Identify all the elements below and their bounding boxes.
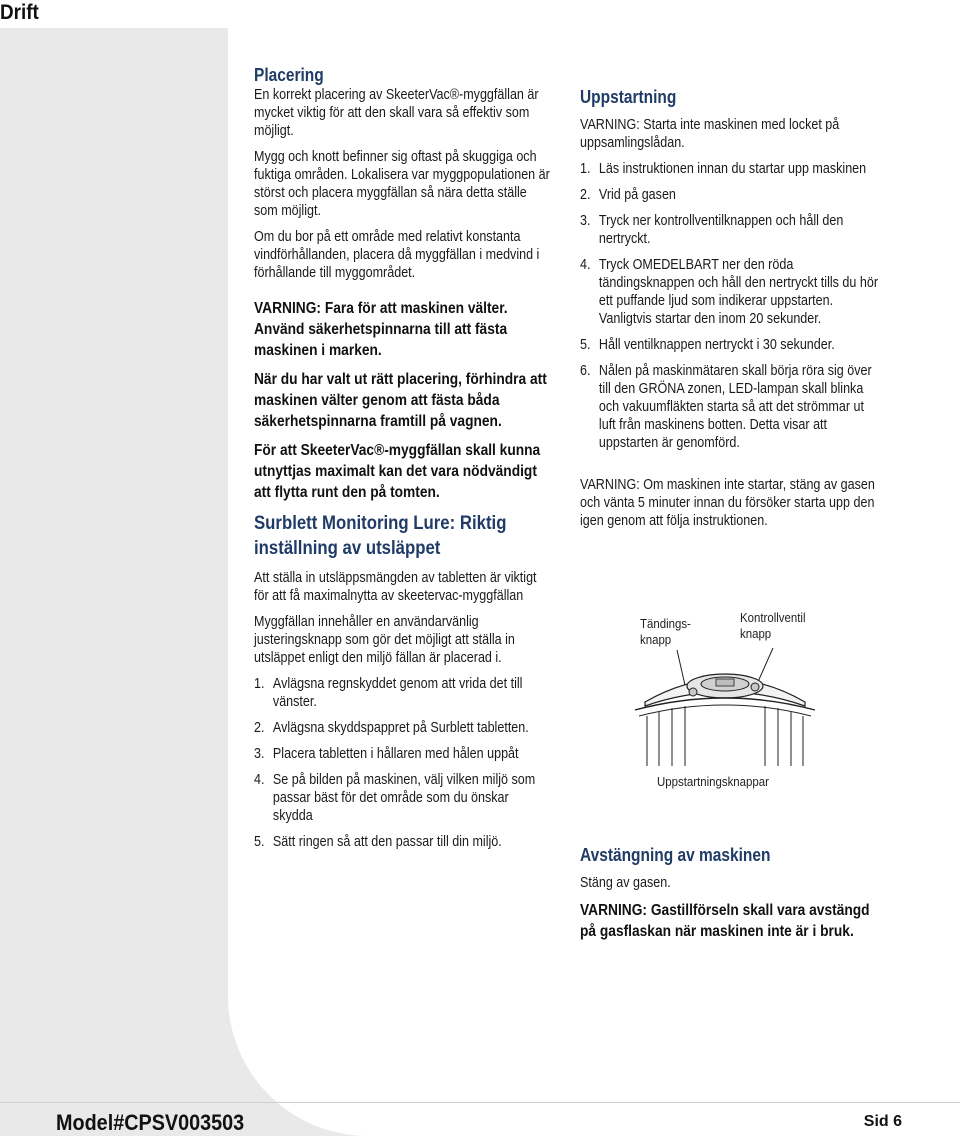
shutdown-text: Stäng av gasen. — [580, 875, 671, 891]
lure-paragraph-1: Att ställa in utsläppsmängden av tabletten är viktigt för att få maximalnytta av skeetervac-myggfällan — [254, 570, 537, 604]
bold-paragraph-safety-pins: När du har valt ut rätt placering, förhindra att maskinen välter genom att fästa båda säkerhetspinnarna framtill på vagnen. — [254, 371, 547, 430]
shutdown-warning: VARNING: Gastillförseln skall vara avstängd på gasflaskan när maskinen inte är i bruk. — [580, 902, 870, 940]
section-title-lure: Surblett Monitoring Lure: Riktig inställning av utsläppet — [254, 512, 507, 559]
startup-step: 3. Tryck ner kontrollventilknappen och håll den nertryckt. — [580, 213, 844, 247]
placement-paragraph-1: En korrekt placering av SkeeterVac®-myggfällan är mycket viktig för att den skall vara så effektiv som möjligt. — [254, 87, 539, 139]
footer-model-number: Model#CPSV003503 — [56, 1110, 245, 1135]
section-title-startup: Uppstartning — [580, 87, 677, 107]
section-title-shutdown: Avstängning av maskinen — [580, 845, 771, 865]
startup-step: 5. Håll ventilknappen nertryckt i 30 sekunder. — [580, 337, 835, 353]
machine-top-illustration — [625, 606, 825, 771]
section-title-placement: Placering — [254, 65, 324, 85]
warning-tip-over: VARNING: Fara för att maskinen välter. Använd säkerhetspinnarna till att fästa maskinen i marken. — [254, 300, 508, 359]
startup-step: 6. Nålen på maskinmätaren skall börja röra sig över till den GRÖNA zonen, LED-lampan skall blinka och vakuumfläkten starta så att det strömmar ut luft från maskinens botten. Detta visar att uppstarten är genomförd. — [580, 363, 872, 451]
startup-step: 2. Vrid på gasen — [580, 187, 676, 203]
lure-step: 5. Sätt ringen så att den passar till din miljö. — [254, 834, 502, 850]
footer-page-number: Sid 6 — [863, 1113, 902, 1130]
placement-paragraph-2: Mygg och knott befinner sig oftast på skuggiga och fuktiga områden. Lokalisera var myggpopulationen är störst och placera myggfällan så nära detta ställe som möjligt. — [254, 149, 550, 219]
footer-separator — [0, 1102, 960, 1103]
label-valve-button: Kontrollventil knapp — [740, 610, 806, 641]
startup-step: 4. Tryck OMEDELBART ner den röda tändingsknappen och håll den nertryckt tills du hör ett puffande ljud som indikerar uppstarten. Vanligtvis startar den inom 20 sekunder. — [580, 257, 879, 327]
lure-step: 1. Avlägsna regnskyddet genom att vrida det till vänster. — [254, 676, 523, 710]
lure-step: 2. Avlägsna skyddspappret på Surblett tabletten. — [254, 720, 529, 736]
lure-paragraph-2: Myggfällan innehåller en användarvänlig justeringsknapp som gör det möjligt att ställa in utsläppet enligt den miljö fällan är placerad i. — [254, 614, 515, 666]
warning-no-start: VARNING: Om maskinen inte startar, stäng av gasen och vänta 5 minuter innan du försöker starta upp den igen genom att följa instruktionen. — [580, 477, 875, 529]
startup-buttons-figure — [625, 606, 825, 796]
lure-step: 4. Se på bilden på maskinen, välj vilken miljö som passar bäst för det område som du önskar skydda — [254, 772, 536, 824]
startup-step: 1. Läs instruktionen innan du startar upp maskinen — [580, 161, 867, 177]
header-bar — [0, 0, 960, 29]
left-column — [254, 64, 551, 851]
right-column — [580, 86, 881, 530]
lure-step: 3. Placera tabletten i hållaren med hålen uppåt — [254, 746, 519, 762]
shutdown-section — [580, 844, 881, 942]
bold-paragraph-move-trap: För att SkeeterVac®-myggfällan skall kunna utnyttjas maximalt kan det vara nödvändigt att flytta runt den på tomten. — [254, 442, 541, 501]
placement-paragraph-3: Om du bor på ett område med relativt konstanta vindförhållanden, placera då myggfällan i medvind i förhållande till myggområdet. — [254, 229, 540, 281]
warning-lid: VARNING: Starta inte maskinen med locket på uppsamlingslådan. — [580, 117, 840, 151]
figure-caption: Uppstartningsknappar — [657, 774, 769, 789]
label-ignition-button: Tändings- knapp — [640, 616, 691, 647]
page-header-title: Drift — [0, 1, 39, 24]
